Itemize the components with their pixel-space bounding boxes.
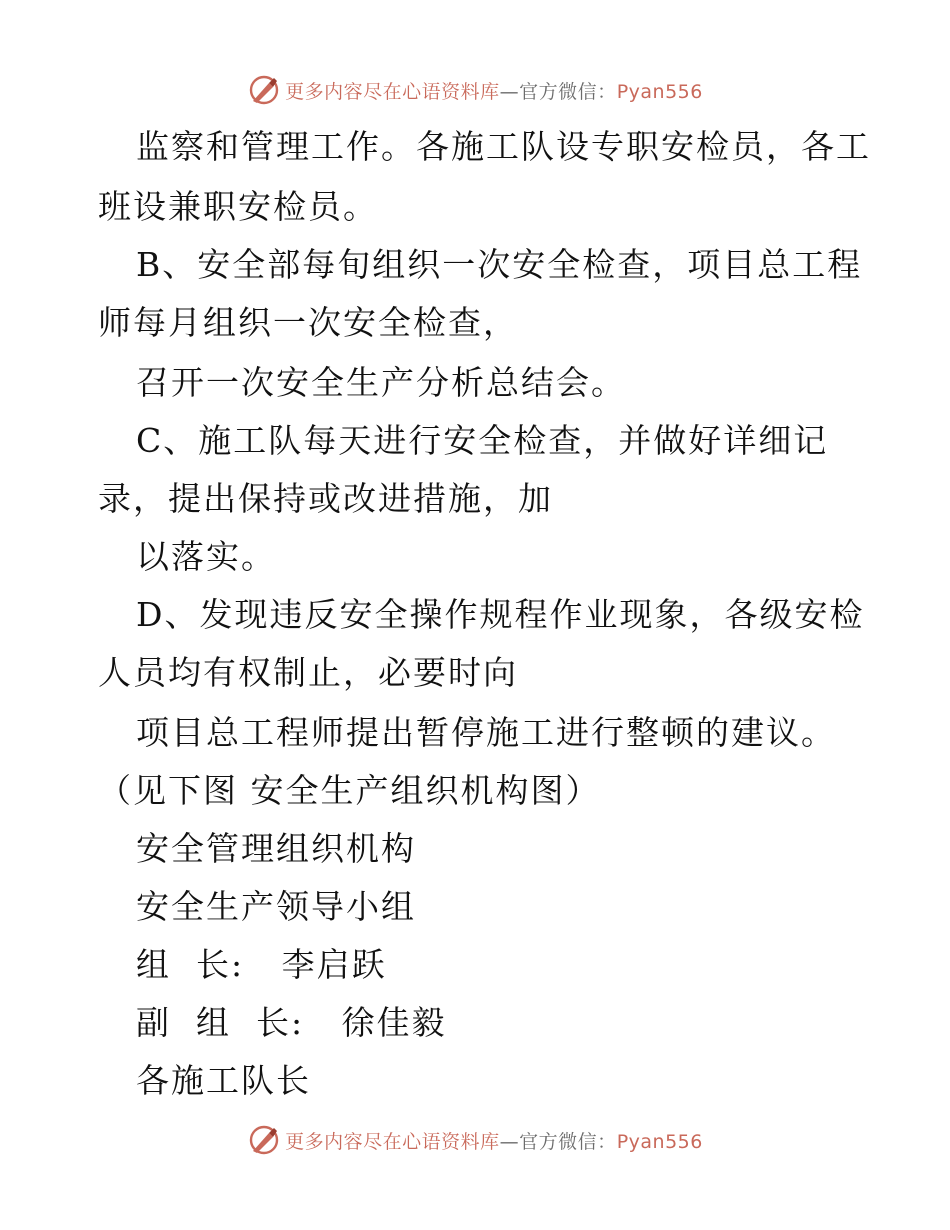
team-leaders-line: 各施工队长 — [136, 1061, 311, 1100]
text-line: 项目总工程师提出暂停施工进行整顿的建议。 — [136, 713, 836, 752]
text-line: 以落实。 — [136, 537, 276, 576]
watermark-text: 更多内容尽在心语资料库—官方微信：Pyan556 — [285, 80, 703, 103]
section-heading: 安全管理组织机构 — [136, 829, 416, 868]
text-line: C、施工队每天进行安全检查，并做好详细记 — [136, 421, 829, 460]
text-line: 师每月组织一次安全检查， — [98, 303, 518, 342]
deputy-leader-line: 副 组 长: 徐佳毅 — [136, 1003, 447, 1042]
text-line: 人员均有权制止，必要时向 — [98, 653, 518, 692]
pen-logo-icon — [247, 1123, 281, 1157]
watermark-banner-bottom — [0, 1120, 950, 1160]
watermark-text: 更多内容尽在心语资料库—官方微信：Pyan556 — [285, 1130, 703, 1153]
text-line: D、发现违反安全操作规程作业现象，各级安检 — [136, 595, 865, 634]
text-line: 录，提出保持或改进措施，加 — [98, 479, 553, 518]
text-line: 召开一次安全生产分析总结会。 — [136, 363, 626, 402]
text-line: （见下图 安全生产组织机构图） — [98, 771, 601, 810]
leader-line: 组 长: 李启跃 — [136, 945, 387, 984]
section-subheading: 安全生产领导小组 — [136, 887, 416, 926]
text-line: 班设兼职安检员。 — [98, 187, 378, 226]
text-line: B、安全部每旬组织一次安全检查，项目总工程 — [136, 245, 863, 284]
text-line: 监察和管理工作。各施工队设专职安检员，各工 — [136, 127, 871, 166]
